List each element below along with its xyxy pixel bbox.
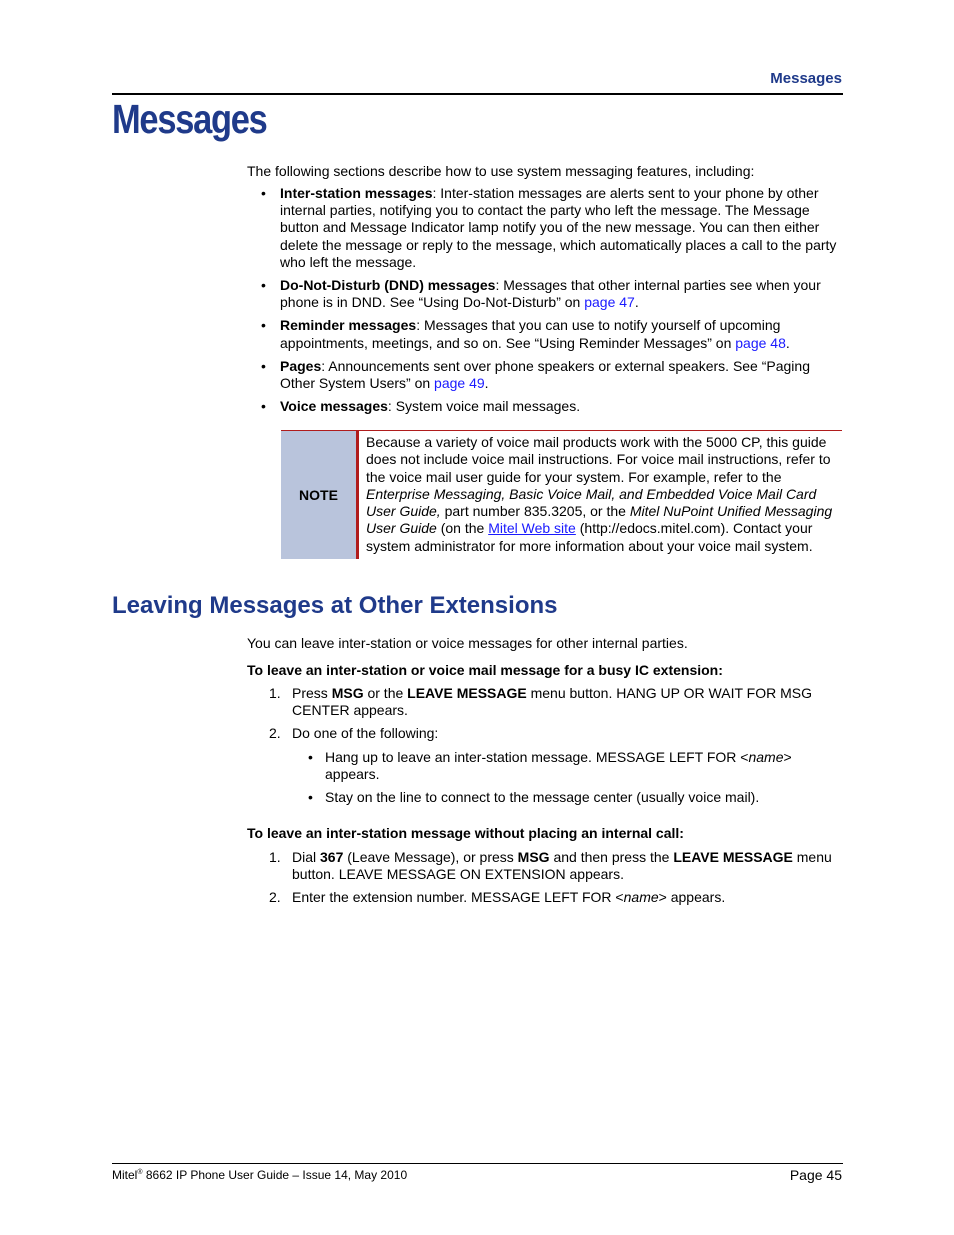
note-text-part: (on the [436, 520, 489, 537]
note-box [281, 430, 842, 559]
footer-title [112, 1168, 407, 1182]
step-number: 1. [269, 685, 281, 701]
step-text-emphasis: name [623, 889, 659, 906]
bullet-text-end: . [484, 375, 489, 392]
step-text: Do one of the following: [292, 725, 439, 742]
step-text: > appears. [658, 889, 726, 906]
list-item [247, 277, 842, 311]
sub-text: Hang up to leave an inter-station message. MESSAGE LEFT FOR < [325, 748, 749, 765]
step-text: or the [363, 685, 408, 701]
section-intro: You can leave inter-station or voice messages for other internal parties. [247, 635, 688, 651]
list-item [247, 317, 842, 351]
note-text-part: (http://edocs.mitel.com). Contact your system administrator for more information about your voice mail system. [366, 520, 813, 554]
sub-text: Stay on the line to connect to the message center (usually voice mail). [325, 789, 760, 806]
list-item [247, 358, 842, 392]
list-item [247, 185, 842, 271]
bullet-text: : Inter-station messages are alerts sent to your phone by other internal parties, notifying you to contact the party who left the message. The Message button and Message Indicator lamp notify you of the new message. You can then either delete the message or reply to the message, which automatically places a call to the party who left the message. [280, 185, 837, 270]
page-link[interactable]: page 47 [584, 294, 635, 311]
chapter-intro: The following sections describe how to use system messaging features, including: [247, 163, 755, 179]
note-text [359, 431, 842, 559]
step-text: Dial [292, 849, 321, 865]
bullet-text: : System voice mail messages. [387, 398, 581, 415]
step-text: menu button. LEAVE MESSAGE ON EXTENSION appears. [292, 849, 832, 883]
bullet-term: Do-Not-Disturb (DND) messages [280, 277, 496, 294]
bullet-text: : Messages that you can use to notify yourself of upcoming appointments, meetings, and so on. See “Using Reminder Messages” on [280, 317, 781, 351]
procedure-heading: To leave an inter-station or voice mail message for a busy IC extension: [247, 662, 723, 678]
step-number: 1. [269, 849, 281, 865]
list-item [247, 398, 842, 415]
key-name: LEAVE MESSAGE [407, 685, 527, 701]
page-link[interactable]: page 49 [434, 375, 485, 392]
header-rule [112, 93, 843, 95]
feature-list [247, 185, 842, 421]
procedure-steps [247, 685, 842, 812]
section-title: Leaving Messages at Other Extensions [112, 592, 558, 619]
procedure-heading: To leave an inter-station message without placing an internal call: [247, 825, 684, 841]
footer-rule [112, 1163, 843, 1164]
bullet-text-end: . [785, 334, 790, 351]
key-name: 367 [320, 849, 344, 865]
step-text: Press [292, 685, 332, 701]
step-text: (Leave Message), or press [343, 849, 518, 865]
guide-title: Enterprise Messaging, Basic Voice Mail, and Embedded Voice Mail Card User Guide, [366, 485, 817, 520]
step-text: Enter the extension number. MESSAGE LEFT FOR < [292, 889, 624, 906]
step [247, 889, 842, 906]
key-name: MSG [331, 685, 364, 701]
bullet-text: : Announcements sent over phone speakers or external speakers. See “Paging Other System Users” on [280, 357, 810, 392]
bullet-text-end: . [634, 294, 639, 311]
mitel-web-site-link[interactable]: Mitel Web site [488, 520, 576, 537]
procedure-steps [247, 849, 842, 913]
step-number: 2. [269, 725, 281, 742]
sub-text-emphasis: name [748, 748, 784, 765]
bullet-term: Voice messages [280, 398, 388, 415]
step-number: 2. [269, 889, 281, 906]
footer-text: 8662 IP Phone User Guide – Issue 14, May 2010 [142, 1168, 408, 1182]
bullet-term: Inter-station messages [280, 185, 433, 201]
step [247, 725, 842, 806]
step-text: and then press the [549, 849, 674, 865]
key-name: MSG [517, 849, 550, 865]
bullet-term: Pages [280, 357, 322, 374]
key-name: LEAVE MESSAGE [673, 849, 793, 865]
running-head: Messages [770, 70, 842, 87]
note-text-part: part number 835.3205, or the [440, 503, 630, 520]
bullet-text: : Messages that other internal parties see when your phone is in DND. See “Using Do-Not-Disturb” on [280, 277, 821, 311]
guide-title: Mitel NuPoint Unified Messaging User Guide [366, 503, 833, 537]
step [247, 685, 842, 719]
sub-list-item [292, 749, 842, 783]
note-label: NOTE [281, 431, 359, 559]
footer-brand: Mitel [112, 1168, 138, 1182]
chapter-title: Messages [112, 96, 267, 142]
page-number: Page 45 [789, 1167, 842, 1183]
note-text-part: Because a variety of voice mail products work with the 5000 CP, this guide does not include voice mail instructions. For voice mail instructions, refer to the voice mail user guide for your system. For example, refer to the [366, 434, 831, 485]
sub-list [292, 749, 842, 807]
step-text: menu button. HANG UP OR WAIT FOR MSG CENTER appears. [292, 685, 812, 719]
sub-text: > appears. [325, 748, 792, 782]
registered-mark: ® [137, 1169, 143, 1176]
page-link[interactable]: page 48 [735, 334, 786, 351]
step [247, 849, 842, 883]
bullet-term: Reminder messages [280, 317, 417, 334]
sub-list-item [292, 789, 842, 806]
